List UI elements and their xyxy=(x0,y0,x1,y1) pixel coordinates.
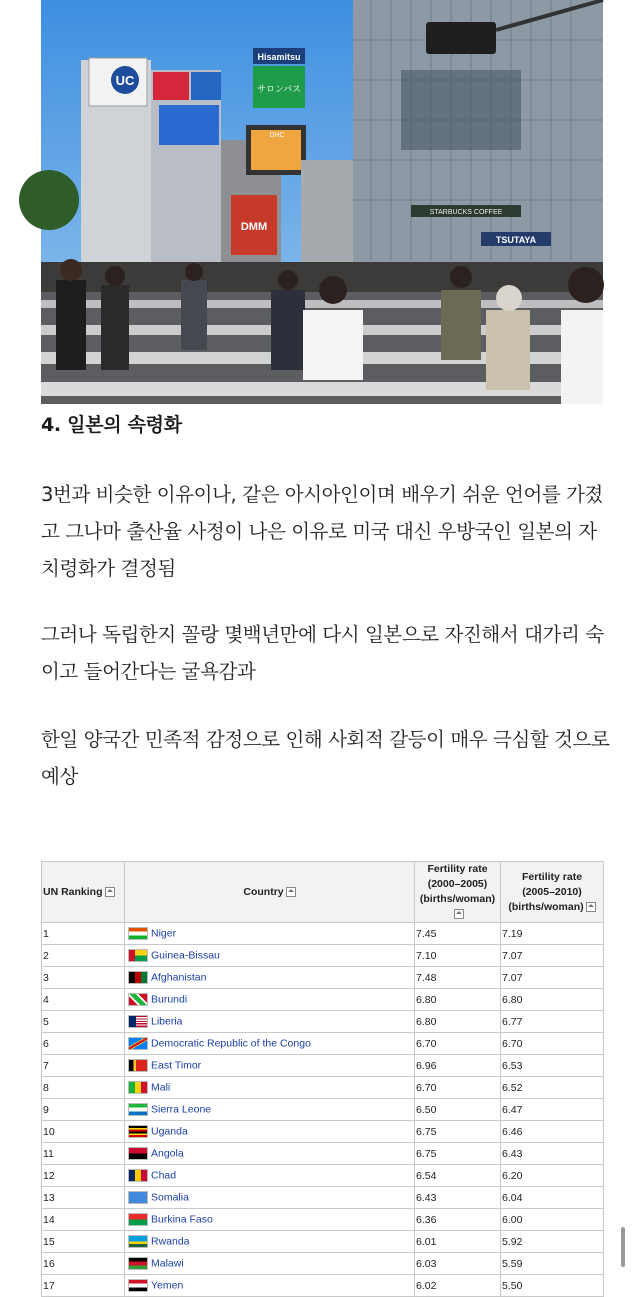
header-fr2-line3: (births/woman) xyxy=(508,900,584,913)
fertility-2005-2010-cell: 6.20 xyxy=(501,1165,604,1187)
header-fertility-2000-2005[interactable] xyxy=(415,862,501,923)
country-link[interactable]: Afghanistan xyxy=(151,971,207,984)
scrollbar[interactable] xyxy=(621,1227,625,1267)
country-link[interactable]: Democratic Republic of the Congo xyxy=(151,1037,311,1050)
fertility-2000-2005-cell: 6.80 xyxy=(415,989,501,1011)
country-link[interactable]: Burkina Faso xyxy=(151,1213,213,1226)
table-row xyxy=(42,1143,604,1165)
country-link[interactable]: Mali xyxy=(151,1081,171,1094)
table-row xyxy=(42,1187,604,1209)
rank-cell: 10 xyxy=(42,1121,125,1143)
fertility-2000-2005-cell: 6.43 xyxy=(415,1187,501,1209)
sign-starbucks: STARBUCKS COFFEE xyxy=(429,209,503,216)
table-row xyxy=(42,1033,604,1055)
table-row xyxy=(42,1077,604,1099)
country-link[interactable]: Liberia xyxy=(151,1015,183,1028)
country-cell xyxy=(125,1077,415,1099)
rank-cell: 4 xyxy=(42,989,125,1011)
fertility-2005-2010-cell: 6.80 xyxy=(501,989,604,1011)
country-cell xyxy=(125,989,415,1011)
fertility-rate-table xyxy=(41,861,603,1292)
table-row xyxy=(42,1099,604,1121)
header-fr1-line1: Fertility rate xyxy=(427,863,488,875)
sign-dhc: DHC xyxy=(269,132,285,139)
sign-salonpas: サロンパス xyxy=(256,85,302,95)
fertility-2005-2010-cell: 5.50 xyxy=(501,1275,604,1297)
country-cell xyxy=(125,1165,415,1187)
rank-cell: 9 xyxy=(42,1099,125,1121)
country-cell xyxy=(125,923,415,945)
rank-cell: 8 xyxy=(42,1077,125,1099)
sierra-leone-flag-icon xyxy=(128,1103,148,1116)
rank-cell: 15 xyxy=(42,1231,125,1253)
table-row xyxy=(42,945,604,967)
fertility-2005-2010-cell: 6.70 xyxy=(501,1033,604,1055)
paragraph-1: 3번과 비슷한 이유이나, 같은 아시아인이며 배우기 쉬운 언어를 가졌고 그나마 출산율 사정이 나은 이유로 미국 대신 우방국인 일본의 자치령화가 결정됨 xyxy=(41,483,603,580)
rank-cell: 12 xyxy=(42,1165,125,1187)
fertility-2000-2005-cell: 6.03 xyxy=(415,1253,501,1275)
country-cell xyxy=(125,945,415,967)
paragraph-2: 그러나 독립한지 꼴랑 몇백년만에 다시 일본으로 자진해서 대가리 숙이고 들어간다는 굴욕감과 xyxy=(41,623,604,683)
fertility-2005-2010-cell: 5.59 xyxy=(501,1253,604,1275)
sort-icon[interactable] xyxy=(105,887,115,897)
burkina-faso-flag-icon xyxy=(128,1213,148,1226)
rank-cell: 1 xyxy=(42,923,125,945)
somalia-flag-icon xyxy=(128,1191,148,1204)
table-row xyxy=(42,1121,604,1143)
country-cell xyxy=(125,1143,415,1165)
country-cell xyxy=(125,1231,415,1253)
fertility-2000-2005-cell: 7.45 xyxy=(415,923,501,945)
rank-cell: 17 xyxy=(42,1275,125,1297)
country-cell xyxy=(125,1055,415,1077)
rwanda-flag-icon xyxy=(128,1235,148,1248)
country-link[interactable]: East Timor xyxy=(151,1059,202,1072)
section-heading: 4. 일본의 속령화 xyxy=(41,414,182,436)
fertility-2000-2005-cell: 6.02 xyxy=(415,1275,501,1297)
fertility-2005-2010-cell: 7.07 xyxy=(501,945,604,967)
table-row xyxy=(42,1253,604,1275)
country-link[interactable]: Guinea-Bissau xyxy=(151,949,220,962)
paragraph-3: 한일 양국간 민족적 감정으로 인해 사회적 갈등이 매우 극심할 것으로 예상 xyxy=(41,728,610,788)
country-cell xyxy=(125,967,415,989)
fertility-2000-2005-cell: 6.01 xyxy=(415,1231,501,1253)
fertility-2000-2005-cell: 6.96 xyxy=(415,1055,501,1077)
fertility-2000-2005-cell: 6.50 xyxy=(415,1099,501,1121)
rank-cell: 13 xyxy=(42,1187,125,1209)
fertility-2005-2010-cell: 7.07 xyxy=(501,967,604,989)
sort-icon[interactable] xyxy=(454,909,464,919)
fertility-2005-2010-cell: 6.04 xyxy=(501,1187,604,1209)
fertility-2000-2005-cell: 6.36 xyxy=(415,1209,501,1231)
country-cell xyxy=(125,1033,415,1055)
niger-flag-icon xyxy=(128,927,148,940)
sort-icon[interactable] xyxy=(586,902,596,912)
country-link[interactable]: Chad xyxy=(151,1169,177,1182)
rank-cell: 11 xyxy=(42,1143,125,1165)
fertility-2005-2010-cell: 6.46 xyxy=(501,1121,604,1143)
rank-cell: 7 xyxy=(42,1055,125,1077)
sign-tsutaya: TSUTAYA xyxy=(495,235,537,245)
country-link[interactable]: Niger xyxy=(151,927,177,940)
afghanistan-flag-icon xyxy=(128,971,148,984)
table-row xyxy=(42,989,604,1011)
rank-cell: 2 xyxy=(42,945,125,967)
sort-icon[interactable] xyxy=(286,887,296,897)
fertility-2005-2010-cell: 6.47 xyxy=(501,1099,604,1121)
sign-hisamitsu: Hisamitsu xyxy=(257,52,301,62)
chad-flag-icon xyxy=(128,1169,148,1182)
table-row xyxy=(42,1165,604,1187)
header-country-label: Country xyxy=(243,885,284,898)
header-fr2-line1: Fertility rate xyxy=(521,870,583,883)
country-link[interactable]: Rwanda xyxy=(151,1235,190,1248)
country-cell xyxy=(125,1253,415,1275)
country-cell xyxy=(125,1209,415,1231)
rank-cell: 3 xyxy=(42,967,125,989)
table-row xyxy=(42,923,604,945)
fertility-2000-2005-cell: 7.48 xyxy=(415,967,501,989)
liberia-flag-icon xyxy=(128,1015,148,1028)
country-cell xyxy=(125,1275,415,1297)
table-row xyxy=(42,1231,604,1253)
guinea-bissau-flag-icon xyxy=(128,949,148,962)
rank-cell: 6 xyxy=(42,1033,125,1055)
table-row xyxy=(42,967,604,989)
country-link[interactable]: Uganda xyxy=(151,1125,188,1138)
country-link[interactable]: Angola xyxy=(151,1147,184,1160)
street-crossing-photo xyxy=(41,0,603,404)
country-link[interactable]: Burundi xyxy=(151,993,188,1006)
rank-cell: 16 xyxy=(42,1253,125,1275)
fertility-2005-2010-cell: 6.43 xyxy=(501,1143,604,1165)
country-link[interactable]: Yemen xyxy=(151,1279,184,1292)
table-row xyxy=(42,1209,604,1231)
table-row xyxy=(42,1011,604,1033)
yemen-flag-icon xyxy=(128,1279,148,1292)
country-cell xyxy=(125,1187,415,1209)
table-row xyxy=(42,1275,604,1297)
fertility-2005-2010-cell: 6.53 xyxy=(501,1055,604,1077)
header-un-ranking[interactable] xyxy=(42,862,125,923)
header-fertility-2005-2010[interactable] xyxy=(501,862,604,923)
mali-flag-icon xyxy=(128,1081,148,1094)
country-link[interactable]: Sierra Leone xyxy=(151,1103,212,1116)
fertility-2000-2005-cell: 6.54 xyxy=(415,1165,501,1187)
header-fr2-line2: (2005–2010) xyxy=(522,885,582,898)
country-link[interactable]: Somalia xyxy=(151,1191,189,1204)
country-cell xyxy=(125,1011,415,1033)
uganda-flag-icon xyxy=(128,1125,148,1138)
table-row xyxy=(42,1055,604,1077)
header-fr1-line2: (2000–2005) xyxy=(427,878,488,890)
header-fr1-line3: (births/woman) xyxy=(419,893,496,905)
fertility-2000-2005-cell: 7.10 xyxy=(415,945,501,967)
country-cell xyxy=(125,1121,415,1143)
fertility-2000-2005-cell: 6.75 xyxy=(415,1143,501,1165)
country-link[interactable]: Malawi xyxy=(151,1257,184,1270)
fertility-2000-2005-cell: 6.70 xyxy=(415,1033,501,1055)
fertility-2005-2010-cell: 6.77 xyxy=(501,1011,604,1033)
fertility-2005-2010-cell: 5.92 xyxy=(501,1231,604,1253)
fertility-2005-2010-cell: 6.52 xyxy=(501,1077,604,1099)
fertility-2005-2010-cell: 6.00 xyxy=(501,1209,604,1231)
malawi-flag-icon xyxy=(128,1257,148,1270)
drc-flag-icon xyxy=(128,1037,148,1050)
sign-uc: UC xyxy=(115,73,135,88)
fertility-2000-2005-cell: 6.80 xyxy=(415,1011,501,1033)
header-un-ranking-label: UN Ranking xyxy=(43,885,103,898)
rank-cell: 14 xyxy=(42,1209,125,1231)
burundi-flag-icon xyxy=(128,993,148,1006)
rank-cell: 5 xyxy=(42,1011,125,1033)
country-cell xyxy=(125,1099,415,1121)
sign-dmm: DMM xyxy=(240,221,268,233)
header-country[interactable] xyxy=(125,862,415,923)
angola-flag-icon xyxy=(128,1147,148,1160)
fertility-2000-2005-cell: 6.75 xyxy=(415,1121,501,1143)
east-timor-flag-icon xyxy=(128,1059,148,1072)
fertility-2005-2010-cell: 7.19 xyxy=(501,923,604,945)
fertility-2000-2005-cell: 6.70 xyxy=(415,1077,501,1099)
